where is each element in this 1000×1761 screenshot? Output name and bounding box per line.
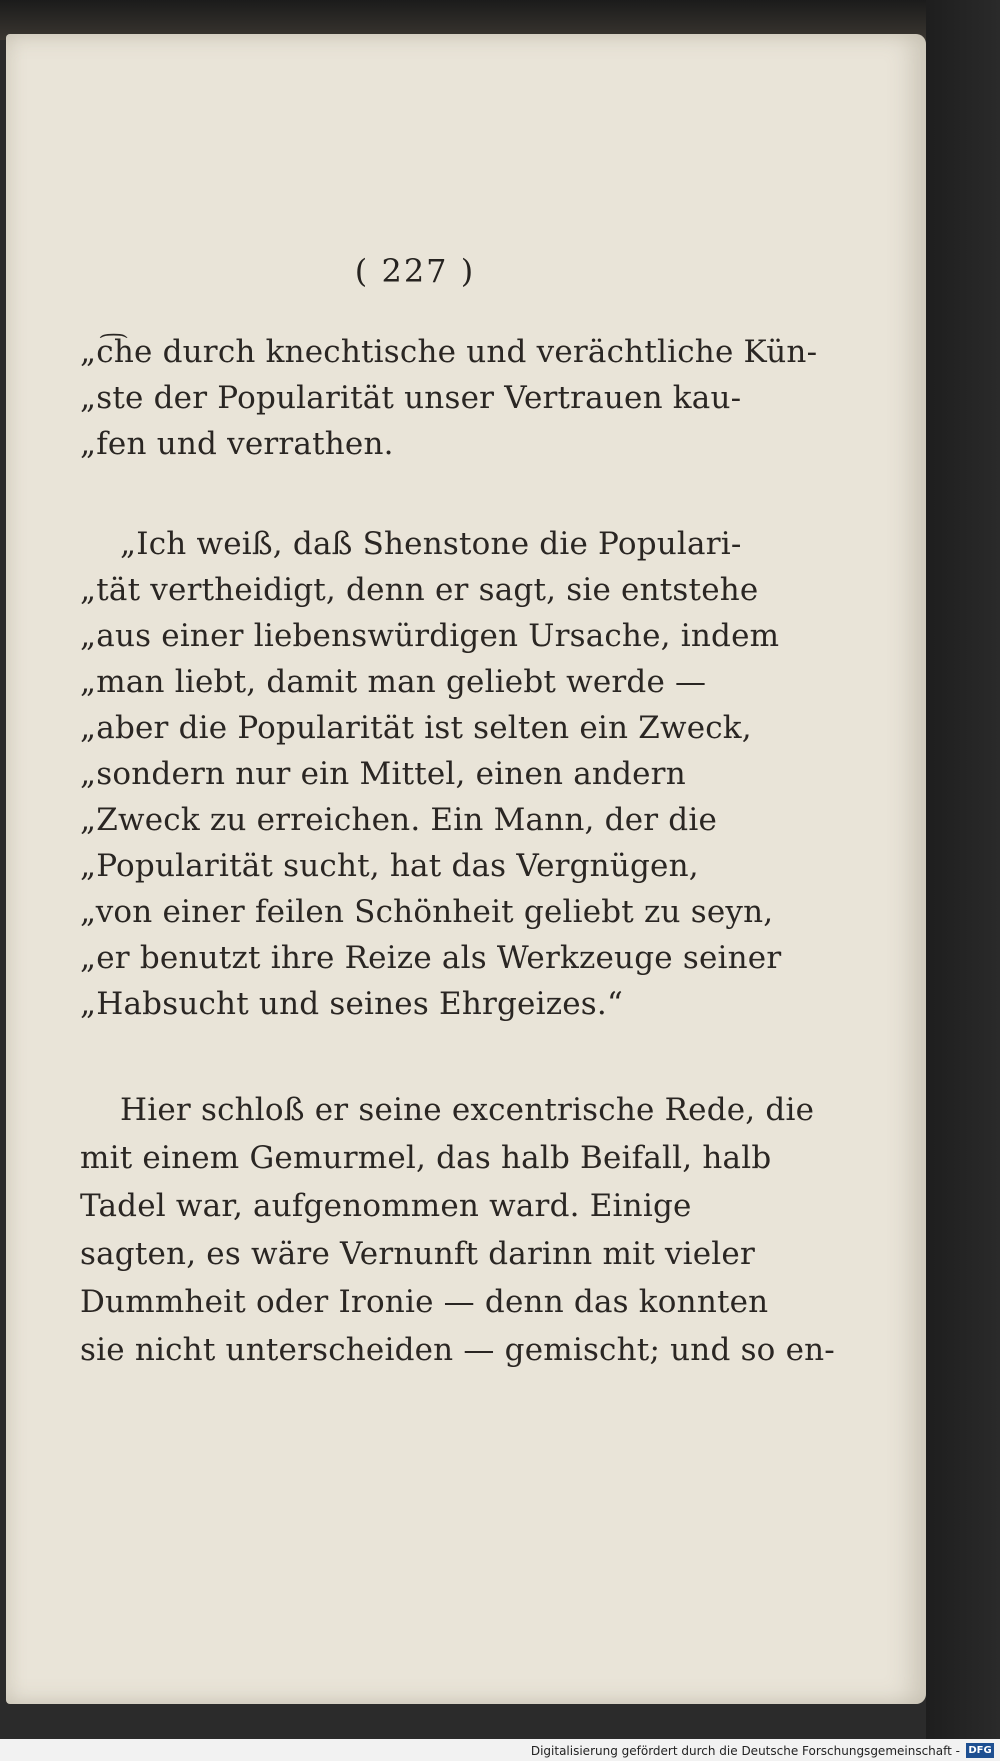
text-line: mit einem Gemurmel, das halb Beifall, halb [80, 1140, 772, 1176]
text-line: „man liebt, damit man geliebt werde — [80, 664, 707, 700]
text-line: „aber die Popularität ist selten ein Zweck, [80, 710, 752, 746]
text-line: „Habsucht und seines Ehrgeizes.“ [80, 986, 624, 1022]
text-line: sagten, es wäre Vernunft darinn mit vieler [80, 1236, 755, 1272]
text-line: „Popularität sucht, hat das Vergnügen, [80, 848, 699, 884]
text-line: sie nicht unterscheiden — gemischt; und so en- [80, 1332, 835, 1368]
text-line: „er benutzt ihre Reize als Werkzeuge seiner [80, 940, 782, 976]
funding-credit: Digitalisierung gefördert durch die Deutsche Forschungsgemeinschaft - [530, 1744, 960, 1758]
scan-right-edge [926, 0, 1000, 1761]
text-line: „c͡he durch knechtische und verächtliche Kün- [80, 334, 818, 370]
text-line: „fen und verrathen. [80, 426, 394, 462]
text-line: „ste der Popularität unser Vertrauen kau- [80, 380, 742, 416]
text-line: Tadel war, aufgenommen ward. Einige [80, 1188, 692, 1224]
footer-bar [0, 1739, 1000, 1761]
text-line: „Zweck zu erreichen. Ein Mann, der die [80, 802, 718, 838]
text-line: „aus einer liebenswürdigen Ursache, indem [80, 618, 780, 654]
dfg-logo: DFG [966, 1743, 994, 1758]
page-number: ( 227 ) [354, 252, 476, 290]
text-line: „tät vertheidigt, denn er sagt, sie entstehe [80, 572, 759, 608]
text-line: „von einer feilen Schönheit geliebt zu seyn, [80, 894, 774, 930]
text-line: „Ich weiß, daß Shenstone die Populari- [120, 526, 742, 562]
text-line: Dummheit oder Ironie — denn das konnten [80, 1284, 769, 1320]
text-line: Hier schloß er seine excentrische Rede, die [120, 1092, 815, 1128]
text-line: „sondern nur ein Mittel, einen andern [80, 756, 686, 792]
